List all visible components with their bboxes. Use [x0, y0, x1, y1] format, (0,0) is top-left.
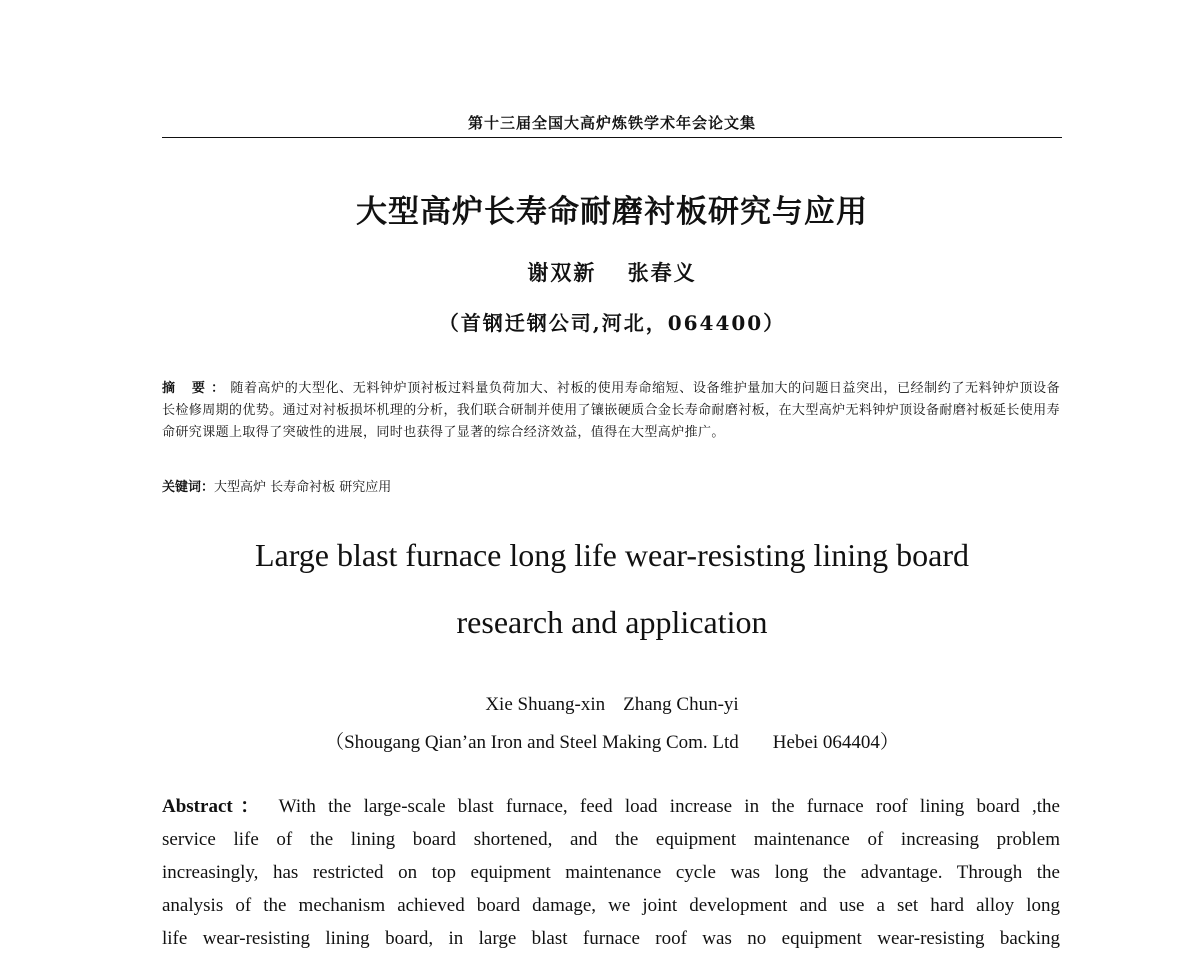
english-abstract-line-4: analysis of the mechanism achieved board damage, we joint development and use a set hard alloy long [162, 895, 1060, 916]
english-title-line-1: Large blast furnace long life wear-resisting lining board [254, 537, 970, 573]
chinese-abstract-label: 摘 要： [162, 381, 231, 396]
proceedings-header: 第十三届全国大高炉炼铁学术年会论文集 [467, 114, 756, 132]
english-abstract-line [162, 790, 1060, 823]
english-affiliation-org: （Shougang Qian’an Iron and Steel Making Com. Ltd [325, 732, 739, 753]
chinese-title: 大型高炉长寿命耐磨衬板研究与应用 [356, 194, 868, 230]
chinese-keywords-label: 关键词： [162, 480, 215, 495]
english-affiliation-location: Hebei 064404） [772, 732, 899, 753]
chinese-abstract [162, 378, 1060, 444]
english-abstract-label: Abstract： [162, 796, 267, 817]
chinese-keywords [162, 477, 1060, 499]
english-affiliation [162, 727, 1062, 754]
english-abstract [162, 790, 1060, 955]
chinese-authors: 谢双新 张春义 [527, 260, 697, 285]
english-authors [162, 694, 1062, 716]
chinese-keywords-text: 大型高炉 长寿命衬板 研究应用 [214, 480, 392, 495]
chinese-abstract-text: 随着高炉的大型化、无料钟炉顶衬板过料量负荷加大、衬板的使用寿命缩短、设备维护量加大的问题日益突出，已经制约了无料钟炉顶设备长检修周期的优势。通过对衬板损坏机理的分析，我们联合研制并使用了镶嵌硬质合金长寿命耐磨衬板，在大型高炉无料钟炉顶设备耐磨衬板延长使用寿命研究课题上取得了突破性的进展，同时也获得了显著的综合经济效益，值得在大型高炉推广。 [162, 381, 1060, 440]
english-abstract-line-1: With the large-scale blast furnace, feed load increase in the furnace roof lining board ,the [278, 796, 1060, 817]
english-author-1: Xie Shuang-xin [485, 694, 606, 715]
chinese-affiliation: （首钢迁钢公司,河北，064400） [438, 311, 786, 335]
english-abstract-line-5: life wear-resisting lining board, in large blast furnace roof was no equipment wear-resisting backing [162, 928, 1060, 949]
english-abstract-line-3: increasingly, has restricted on top equipment maintenance cycle was long the advantage. Through the [162, 862, 1060, 883]
english-author-2: Zhang Chun-yi [623, 694, 739, 715]
header-rule [162, 137, 1062, 138]
english-abstract-line-2: service life of the lining board shortened, and the equipment maintenance of increasing problem [162, 829, 1060, 850]
english-title-line-2: research and application [456, 604, 768, 640]
